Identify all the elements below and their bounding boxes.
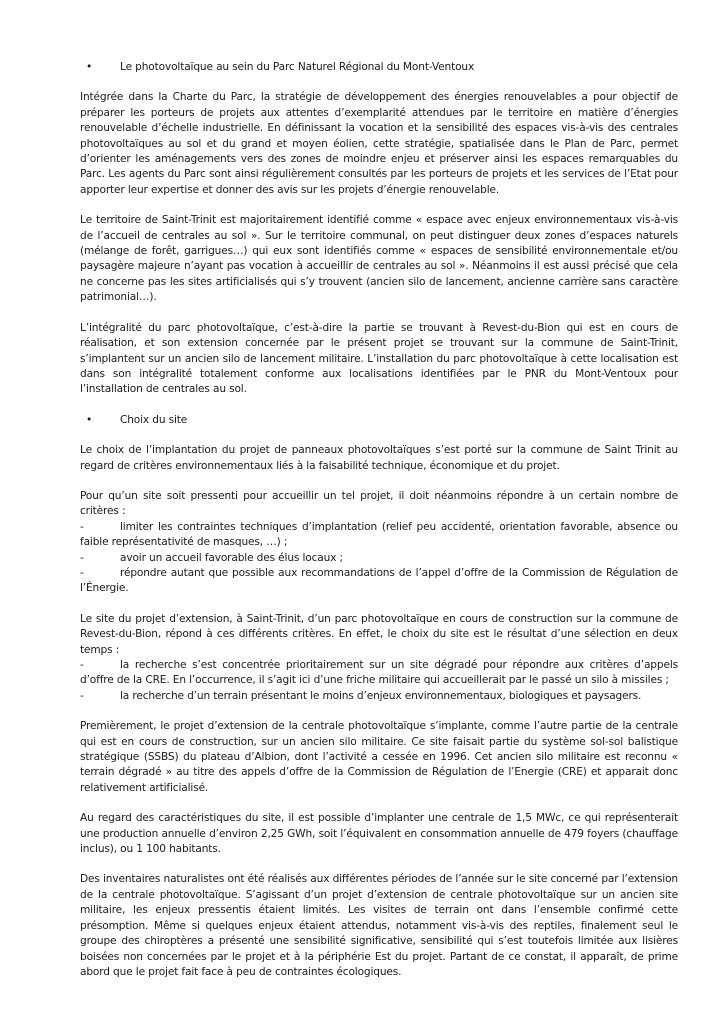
section-heading-pnr <box>80 60 678 75</box>
dash-marker: - <box>80 520 84 533</box>
dash-marker: - <box>80 566 84 579</box>
criteria-block <box>80 489 678 597</box>
list-item: - limiter les contraintes techniques d’implantation (relief peu accidenté, orientation favorable, absence ou faible représentativité de masques, …) ; <box>80 520 678 549</box>
dash-marker: - <box>80 689 84 702</box>
paragraph-territoire: Le territoire de Saint-Trinit est majoritairement identifié comme « espace avec enjeux environnementaux vis-à-vis de l’accueil de centrales au sol ». Sur le territoire communal, on peut distinguer deux zones d’espaces naturels (mélange de forêt, garrigues…) qui eux sont identifiés comme « espaces de sensibilité environnementale et/ou paysagère majeure n’ayant pas vocation à accueillir de centrales au sol ». Néanmoins il est aussi précisé que cela ne concerne pas les sites artificialisés qui s’y trouvent (ancien silo de lancement, ancienne carrière sans caractère patrimonial…). <box>80 214 678 304</box>
paragraph-choix-intro: Le choix de l’implantation du projet de panneaux photovoltaïques s’est porté sur la commune de Saint Trinit au regard de critères environnementaux liés à la faisabilité technique, économique et du projet. <box>80 444 678 472</box>
list-item: - avoir un accueil favorable des élus locaux ; <box>80 551 678 566</box>
paragraph-inventaires: Des inventaires naturalistes ont été réalisés aux différentes périodes de l’année sur le site concerné par l’extension de la centrale photovoltaïque. S’agissant d’un projet d’extension de centrale photovoltaïque sur un ancien site militaire, les enjeux pressentis étaient limités. Les visites de terrain ont dans l’ensemble confirmé cette présomption. Même si quelques enjeux étaient attendus, notamment vis-à-vis des reptiles, finalement seul le groupe des chiroptères a présenté une sensibilité significative, sensibilité qui s’est toutefois limitée aux lisières boisées non concernées par le projet et à la périphérie Est du projet. Partant de ce constat, il apparaît, de prime abord que le projet fait face à peu de contraintes écologiques. <box>80 873 678 978</box>
list-item: - la recherche d’un terrain présentant le moins d’enjeux environnementaux, biologiques et paysagers. <box>80 689 678 704</box>
bullet-icon: • <box>86 413 93 426</box>
paragraph-integralite: L’intégralité du parc photovoltaïque, c’est-à-dire la partie se trouvant à Revest-du-Bion qui est en cours de réalisation, et son extension concernée par le présent projet se trouvant sur la commune de Saint-Trinit, s’implantent sur un ancien silo de lancement militaire. L’installation du parc photovoltaïque à cette localisation est dans son intégralité totalement conforme aux localisations identifiées par le PNR du Mont-Ventoux pour l’installation de centrales au sol. <box>80 321 678 396</box>
bullet-icon: • <box>86 61 93 73</box>
heading-text: Choix du site <box>120 413 188 426</box>
selection-block <box>80 612 678 704</box>
list-item: - la recherche s’est concentrée prioritairement sur un site dégradé pour répondre aux critères d’appels d’offre de la CRE. En l’occurrence, il s’agit ici d’une friche militaire qui accueillerait par le passé un silo à missiles ; <box>80 659 678 687</box>
dash-marker: - <box>80 659 84 671</box>
section-heading-choix <box>80 413 678 428</box>
criteria-intro: Pour qu’un site soit pressenti pour accueillir un tel projet, il doit néanmoins répondre à un certain nombre de critères : <box>80 489 678 518</box>
list-item: - répondre autant que possible aux recommandations de l’appel d’offre de la Commission de Régulation de l’Énergie. <box>80 566 678 595</box>
dash-marker: - <box>80 551 84 564</box>
paragraph-charte: Intégrée dans la Charte du Parc, la stratégie de développement des énergies renouvelables a pour objectif de préparer les porteurs de projets aux attentes d’exemplarité attendues par le territoire en matière d’énergies renouvelable d’échelle industrielle. En définissant la vocation et la sensibilité des espaces vis-à-vis des centrales photovoltaïques au sol et du grand et moyen éolien, cette stratégie, spatialisée dans le Plan de Parc, permet d’orienter les aménagements vers des zones de moindre enjeu et préserver ainsi les espaces remarquables du Parc. Les agents du Parc sont ainsi régulièrement consultés par les porteurs de projets et les services de l’Etat pour apporter leur expertise et donner des avis sur les projets d’énergie renouvelable. <box>80 91 678 196</box>
heading-text: Le photovoltaïque au sein du Parc Naturel Régional du Mont-Ventoux <box>120 61 475 73</box>
paragraph-caracteristiques: Au regard des caractéristiques du site, il est possible d’implanter une centrale de 1,5 MWc, ce qui représenterait une production annuelle d’environ 2,25 GWh, soit l’équivalent en consommation annuelle de 479 foyers (chauffage inclus), ou 1 100 habitants. <box>80 812 678 856</box>
document-page <box>80 60 678 995</box>
paragraph-premierement: Premièrement, le projet d’extension de la centrale photovoltaïque s’implante, comme l’autre partie de la centrale qui est en cours de construction, sur un ancien silo militaire. Ce site faisait partie du système sol-sol balistique stratégique (SSBS) du plateau d’Albion, dont l’activité a cessée en 1996. Cet ancien silo militaire est reconnu « terrain dégradé » au titre des appels d’offre de la Commission de Régulation de l’Energie (CRE) et apparait donc relativement artificialisé. <box>80 720 678 794</box>
selection-intro: Le site du projet d’extension, à Saint-Trinit, d’un parc photovoltaïque en cours de construction sur la commune de Revest-du-Bion, répond à ces différents critères. En effet, le choix du site est le résultat d’une sélection en deux temps : <box>80 612 678 656</box>
